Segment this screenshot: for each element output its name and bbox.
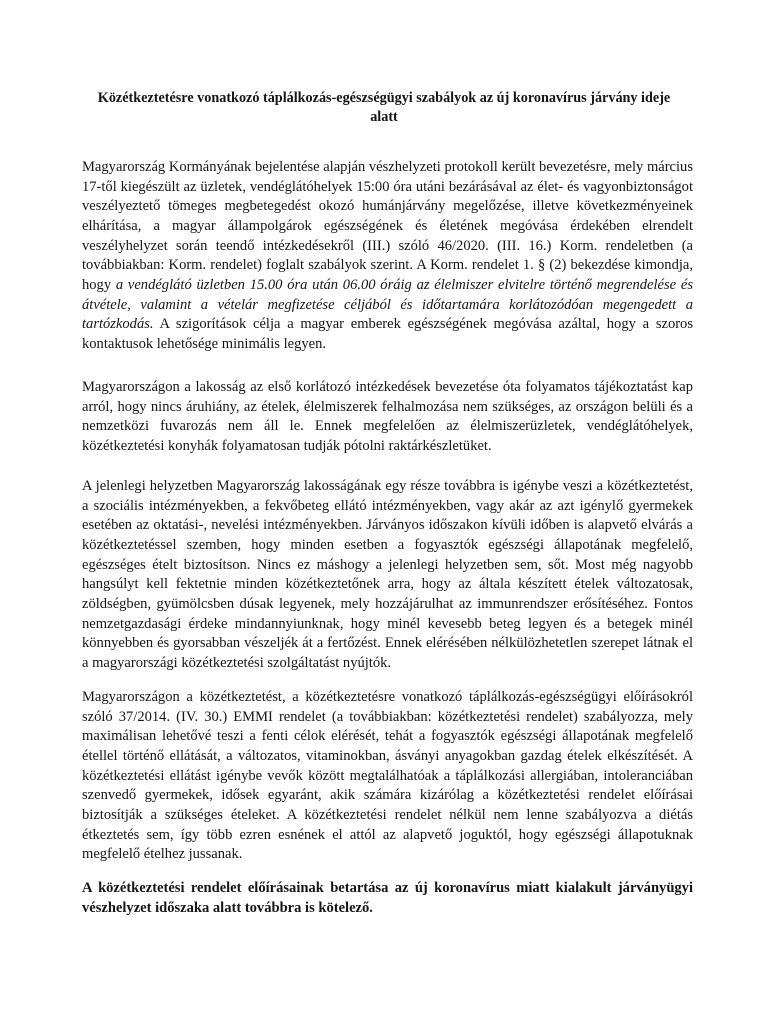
- document-title: Közétkeztetésre vonatkozó táplálkozás-egészségügyi szabályok az új koronavírus járvány ideje alatt: [97, 90, 671, 125]
- paragraph-emmi-regulation: Magyarországon a közétkeztetést, a közétkeztetésre vonatkozó táplálkozás-egészségügyi előírásokról szóló 37/2014. (IV. 30.) EMMI rendelet (a továbbiakban: közétkeztetési rendelet) szabályozza, mely maximálisan lehetővé teszi a fenti célok elérését, tehát a fogyasztók egészségi állapotának megfelelő étellel történő ellátását, a változatos, vitaminokban, ásványi anyagokban gazdag ételek elkészítését. A közétkeztetési ellátást igénybe vevők között megtalálhatóak a táplálkozási allergiában, intoleranciában szenvedő gyermekek, idősek egyaránt, akik számára kizárólag a közétkeztetési rendelet előírásai biztosítják a szükséges ételeket. A közétkeztetési rendelet nélkül nem lenne szabályozva a diétás étkeztetés sem, így több ezren esnének el attól az alapvető joguktól, hogy egészségi állapotuknak megfelelő ételhez jussanak.: [82, 689, 693, 863]
- paragraph-text: A szigorítások célja a magyar emberek egészségének megóvása azáltal, hogy a szoros kontaktusok lehetősége minimális legyen.: [82, 316, 693, 352]
- paragraph-text: Magyarország Kormányának bejelentése alapján vészhelyzeti protokoll került bevezetésre, mely március 17-től kiegészült az üzletek, vendéglátóhelyek 15:00 óra utáni bezárásával az élet- és vagyonbiztonságot veszélyeztető tömeges megbetegedést okozó humánjárvány megelőzése, illetve következményeinek elhárítása, a magyar állampolgárok egészségének és életének megóvása érdekében elrendelt veszélyhelyzet során teendő intézkedésekről (III.) szóló 46/2020. (III. 16.) Korm. rendeletben (a továbbiakban: Korm. rendelet) foglalt szabályok szerint. A Korm. rendelet 1. § (2) bekezdése kimondja, hogy: [82, 159, 693, 293]
- paragraph-conclusion: A közétkeztetési rendelet előírásainak betartása az új koronavírus miatt kialakult járványügyi vészhelyzet időszaka alatt továbbra is kötelező.: [82, 880, 693, 916]
- paragraph-emergency-protocol: [82, 158, 693, 355]
- paragraph-supply-information: Magyarországon a lakosság az első korlátozó intézkedések bevezetése óta folyamatos tájékoztatást kap arról, hogy nincs áruhiány, az ételek, élelmiszerek felhalmozása nem szükséges, az országon belüli és a nemzetközi fuvarozás nem áll le. Ennek megfelelően az élelmiszerüzletek, vendéglátóhelyek, közétkeztetési konyhák folyamatosan tudják pótolni raktárkészletüket.: [82, 379, 693, 454]
- regulation-quote: a vendéglátó üzletben 15.00 óra után 06.00 óráig az élelmiszer elvitelre történő megrendelése és átvétele, valamint a vételár megfizetése céljából és időtartamára korlátozódóan megengedett a tartózkodás.: [82, 276, 693, 333]
- paragraph-public-catering: A jelenlegi helyzetben Magyarország lakosságának egy része továbbra is igénybe veszi a közétkeztetést, a szociális intézményekben, a fekvőbeteg ellátó intézményekben, vagy akár az azt igénylő gyermekek esetében az oktatási-, nevelési intézményekben. Járványos időszakon kívüli időben is alapvető elvárás a közétkeztetéssel szemben, hogy minden esetben a fogyasztók egészségi állapotának megfelelő, egészséges ételt biztosítson. Nincs ez máshogy a jelenlegi helyzetben sem, sőt. Most még nagyobb hangsúlyt kell fektetnie minden közétkeztetőnek arra, hogy az általa készített ételek változatosak, zöldségben, gyümölcsben dúsak legyenek, mely hozzájárulhat az immunrendszer erősítéséhez. Fontos nemzetgazdasági érdeke mindannyiunknak, hogy minél kevesebb beteg legyen és a betegek minél könnyebben és gyorsabban vészeljék át a fertőzést. Ennek elérésében nélkülözhetetlen szerepet látnak el a magyarországi közétkeztetési szolgáltatást nyújtók.: [82, 478, 693, 671]
